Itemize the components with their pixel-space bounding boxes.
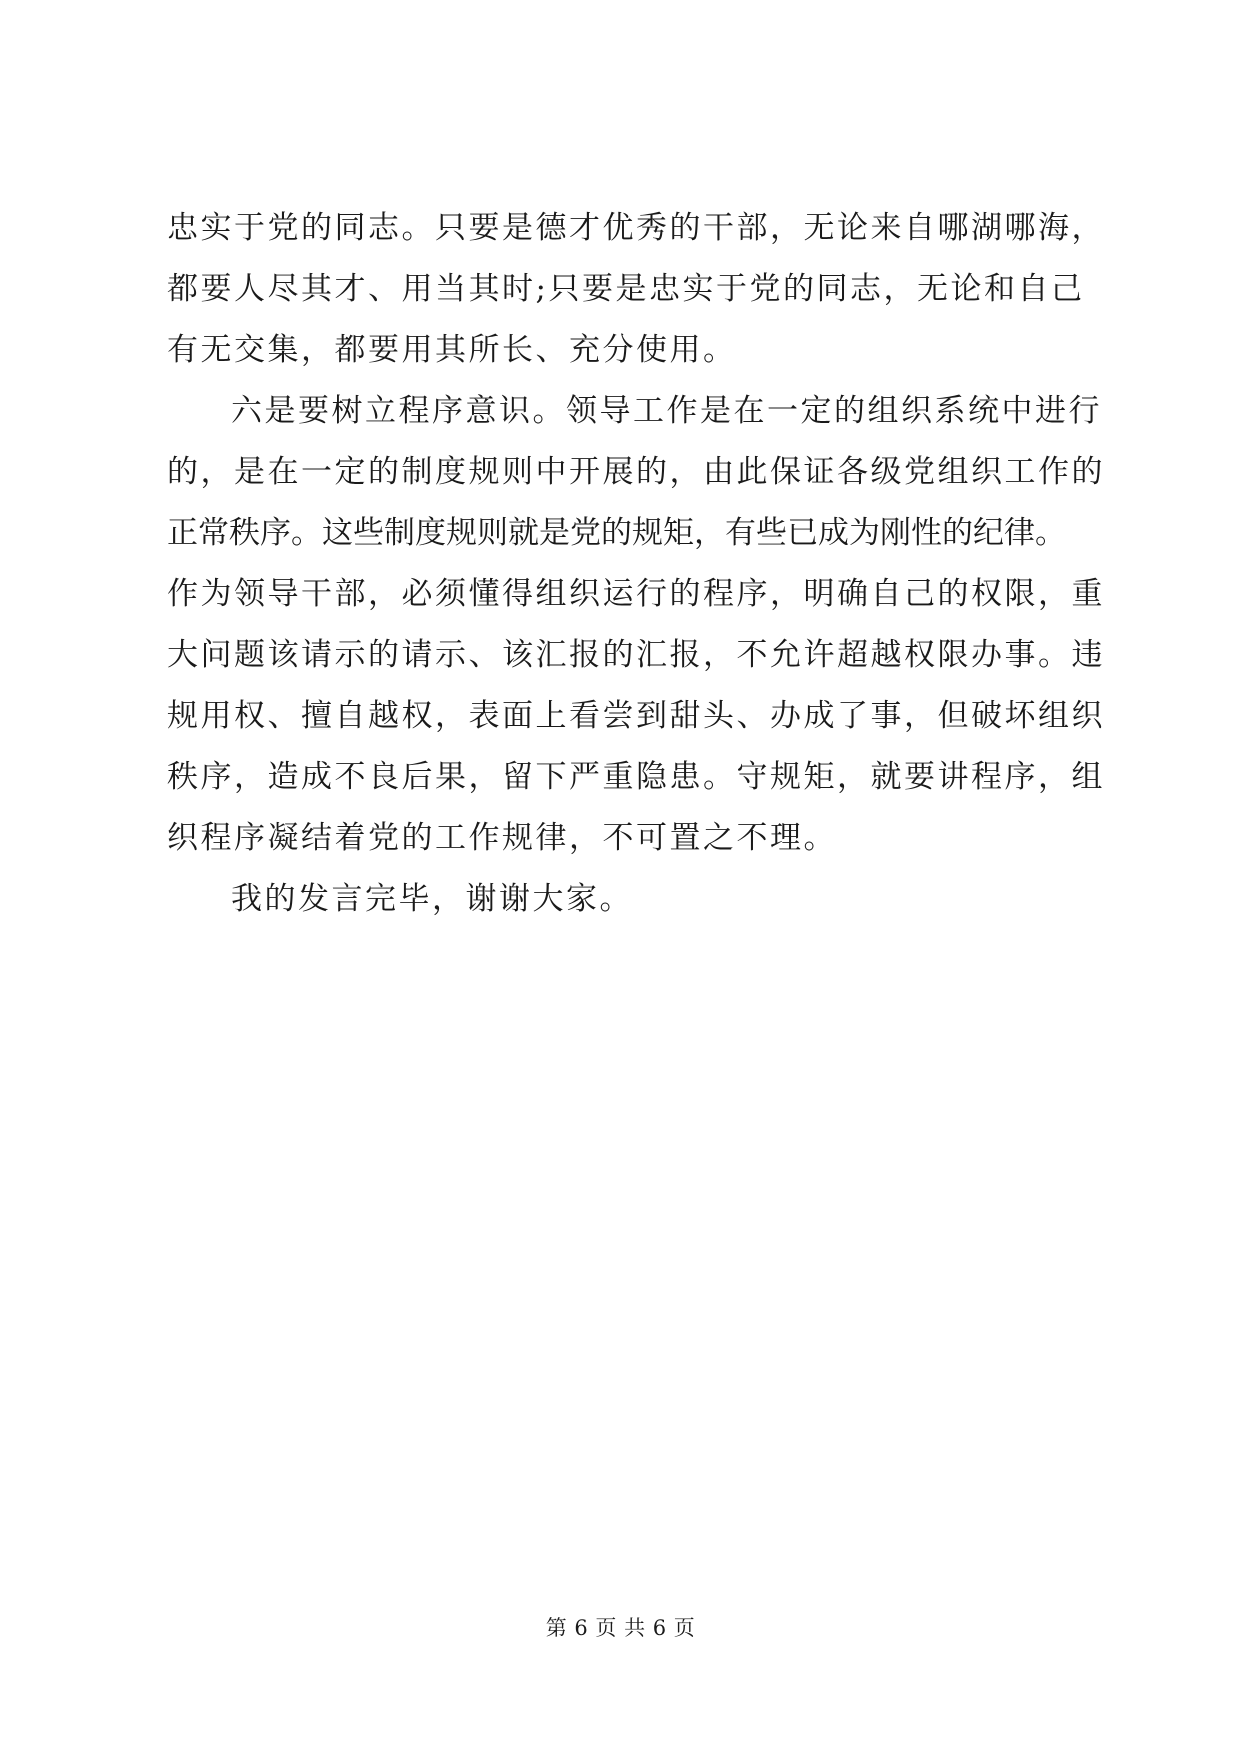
text-line: 有无交集，都要用其所长、充分使用。 [167, 332, 737, 368]
text-line: 都要人尽其才、用当其时;只要是忠实于党的同志，无论和自己 [167, 271, 1085, 307]
text-line: 的，是在一定的制度规则中开展的，由此保证各级党组织工作的 [167, 454, 1105, 490]
text-line: 规用权、擅自越权，表面上看尝到甜头、办成了事，但破坏组织 [167, 698, 1105, 734]
text-line: 织程序凝结着党的工作规律，不可置之不理。 [167, 820, 837, 856]
text-line: 大问题该请示的请示、该汇报的汇报，不允许超越权限办事。违 [167, 637, 1105, 673]
text-line: 作为领导干部，必须懂得组织运行的程序，明确自己的权限，重 [167, 576, 1105, 612]
page-number-footer: 第 6 页 共 6 页 [545, 1616, 696, 1640]
text-line: 六是要树立程序意识。领导工作是在一定的组织系统中进行 [231, 393, 1102, 429]
text-line: 忠实于党的同志。只要是德才优秀的干部，无论来自哪湖哪海， [167, 210, 1105, 246]
text-line: 我的发言完毕，谢谢大家。 [231, 881, 633, 917]
text-line: 秩序，造成不良后果，留下严重隐患。守规矩，就要讲程序，组 [167, 759, 1105, 795]
text-line: 正常秩序。这些制度规则就是党的规矩，有些已成为刚性的纪律。 [167, 515, 1066, 551]
